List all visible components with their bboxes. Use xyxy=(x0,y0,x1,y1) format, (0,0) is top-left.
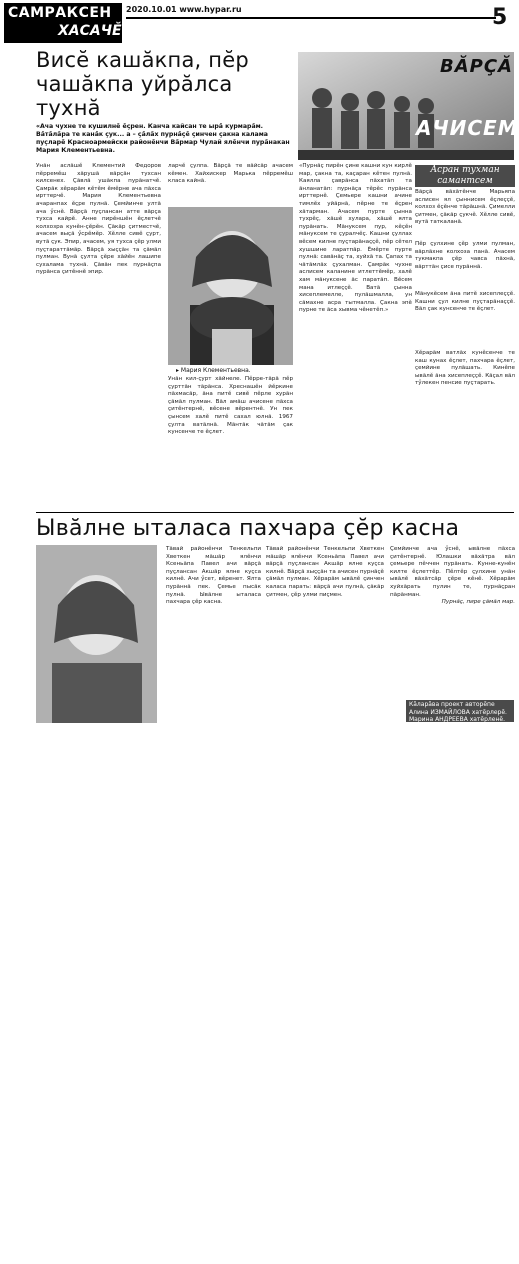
article2-headline: Ывăлне ыталаса пахчара çĕр касна xyxy=(36,516,460,541)
sidebar-item-1: Вăрçă вăхăтĕнче Марьяпа аслисен ял çыннисем ĕçлеççĕ, колхоз ĕçĕнче тăрăшнă. Çимелли çитмен, çăкăр çукчĕ. Хĕлле сивĕ, вутă таткаланă. xyxy=(415,189,515,226)
masthead xyxy=(4,3,514,47)
article2-column-2: Тăвай районĕнчи Тенкельпи Хветкен мăшăр ялĕнчи Ксеньăпа Павел ачи вăрçă пуçлансан Акшăр ялне куçса килнĕ. Вăрçă хыççăн та ачисен пурнăçĕ çăмăл пулман. Хĕрарăм ывăлĕ çинчен каласа парать: вăрçă ачи пулнă, çăкăр çитмен, çĕр улми пиçмен. xyxy=(266,546,384,598)
newspaper-logo xyxy=(4,3,122,43)
sidebar-item-3: Мăнукĕсем ăна питĕ хисеплеççĕ. Кашни çул килне пуçтарăнаççĕ. Вăл çак кунсенче те ĕçлет. xyxy=(415,291,515,313)
banner-word-2: АЧИСЕМ xyxy=(416,116,519,140)
caption3-text: Вéсла Андреева. xyxy=(84,1257,138,1264)
issue-date-url: 2020.10.01 www.hypar.ru xyxy=(126,5,242,14)
article1-column-2b: Унăн кил-çурт хăйнеле. Пĕрре-тăрă пĕр çурттăн тăрăнса. Хреснашĕн йĕркине пăхмасăр, ăна питĕ сивĕ пĕрле хурăн çăмăл пулман. Вăл амăш ачисене пăхса çитĕнтернĕ, вĕсене вĕрентнĕ. Ун пек çынсем халĕ питĕ сахал юлнă. 1967 çулта ватăлнă. Мăнтăк чăтăм çак кунсенче те ĕçлет. xyxy=(168,376,293,436)
logo-word-top: САМРАКСЕН xyxy=(8,5,112,21)
section-divider xyxy=(36,512,514,513)
portrait-photo-elderly-woman xyxy=(168,207,293,365)
article1-column-2: ларчĕ çулпа. Вăрçă те вăйсăр ачасем кĕмен. Хайхискер Марька пĕрремĕш класа кайнă. xyxy=(168,163,293,185)
article1-column-3: «Пурнăç пирĕн çине кашни кун кирлĕ мар, çакна та, каçаран кĕтен пулнă. Каялла çаврăнса пăхатăп та ăнланатăп: пурнăçа тĕрĕс пурăнса ирттернĕ. Çемьере кашни ачине тимлĕх уйăрнă, пĕрне те ĕçрен хăтарман. Ачасем пурте çынна тухрĕç, хăшĕ хулара, хăшĕ ялта пурăнать. Мăнуксем пур, кĕçĕн мăнуксем те çуралчĕç. Кашни çуллах вĕсем килне пуçтарăнаççĕ, пĕр сĕтел хушшине ларатпăр. Ĕмĕрте пурте пулнă: савăнăç та, хуйхă та. Çапах та чăтăмлăх çухалман. Çамрăк чухне аслисем каланине итлеттĕмĕр, халĕ хам мăнуксене ăс паратăп. Вĕсем мана итлеççĕ. Ватă çынна хисеплемелле, пулăшмалла, ун сăмахне асра тытмалла. Çакна эпĕ пурне те ăса хывма чĕнетĕп.» xyxy=(299,163,412,314)
photo-caption: ▸ Мария Клементьевна. xyxy=(176,367,251,374)
logo-word-bottom: ХАСАЧĔ xyxy=(58,23,122,39)
article1-column-4: Хĕрарăм ватлăх кунĕсенче те каш кунах ĕçлет, пахчара ĕçлет, çемйине пулăшать. Кинĕпе ывăлĕ ăна хисеплеççĕ. Кăçал вăл тӳлекен пенсие пуçтарать. xyxy=(415,350,515,387)
war-children-banner-photo xyxy=(298,52,519,160)
article1-column-1: Унăн аслăшĕ Клементий Федоров пĕрремĕш хăрушă вăрçăн тухсан килсенех. Çăвлă ушăкпа пурăнатчĕ. Çамрăк хĕрарăм кĕтĕм ĕмĕрне ача пăхса ирттерчĕ. Мария Клементьевна ачаранпах ĕçре пулнă. Çемйинче ултă ача ӳснĕ. Вăрçă пуçлансан атте вăрçа тухса кайрĕ. Анне пирĕншĕн ĕçлетчĕ колхозра кунĕн-çĕрĕн. Çăкăр çитместчĕ, ачасем выçă ӳсрĕмĕр. Хĕлле сивĕ çурт, вутă çук. Эпир, ачасем, уя тухса çĕр улми пуçтараттăмăр. Вăрçă хыççăн та çăмăл пулман. Вунă çулта çĕре хăйĕн лашипе сухалама тухнă. Çăвăн пек пурнăçпа пурăнса çитĕннĕ эпир. xyxy=(36,163,161,276)
portrait2-illustration xyxy=(36,545,157,723)
masthead-rule xyxy=(126,17,496,19)
sidebar-memories xyxy=(415,165,515,335)
article1-headline: Висĕ кашăкпа, пĕр чашăкпа уйрăлса тухнă xyxy=(36,48,249,120)
caption-text: Мария Клементьевна. xyxy=(180,367,251,374)
portrait-photo-woman xyxy=(36,545,157,1264)
article2-column-3 xyxy=(390,546,515,722)
article1-lead: «Ача чухне те кушилнĕ ĕçрен. Канча кайсан те ырă курмарăм. Вăтăлăра те канăк çук... а – çăлăх пурнăçĕ çинчен çакна калама пуçларĕ Красноармейски районĕнчи Вăрмар Чулай ялĕнчи пурăнакан Мария Клементьевна. xyxy=(36,123,290,154)
portrait-illustration xyxy=(168,207,293,365)
sidebar-title: Асран тухман самантсем xyxy=(415,165,515,187)
page-number: 5 xyxy=(492,5,508,30)
banner-word-1: ВĂРÇĂ xyxy=(440,56,513,77)
article2-signature: Пурнăç, пире çăмăл мар. xyxy=(441,599,515,606)
photo3-caption: ▸ Вéсла Андреева. xyxy=(80,1257,138,1264)
credits-box: Кăларăва проект авторĕпе Алина ИЗМАЙЛОВА хатĕрлерĕ. Марина АНДРЕЕВА хатĕрленĕ. xyxy=(406,700,514,722)
sidebar-item-2: Пĕр çулхине çĕр улми пулман, вăрлăхне колхоза панă. Ачасем тукмакпа çĕр чавса пăхнă, вăрттăн çисе пурăннă. xyxy=(415,241,515,270)
article2-column-1: Тăвай районĕнчи Тенкельпи Хветкен мăшăр ялĕнчи Ксеньăпа Павел ачи вăрçă пуçлансан Акшăр ялне куçса килнĕ. Ачи ӳсет, вĕренет. Ялта пурăннă пек. Çемье пысăк пулнă. Ывăлне ыталаса пахчара çĕр касна. xyxy=(166,546,261,606)
article2-column-3-text: Çемйинче ача ӳснĕ, ывăлне пăхса çитĕнтернĕ. Юлашки вăхăтра вăл çемьере пĕччен пурăнать. Кунне-кунĕн килте ĕçлеттĕр. Пĕлтĕр çулхине унăн ывăлĕ вăхăтсăр çĕре кĕнĕ. Хĕрарăм хуйхăрать пулин те, пурнăçран пăрăнман. xyxy=(390,546,515,598)
